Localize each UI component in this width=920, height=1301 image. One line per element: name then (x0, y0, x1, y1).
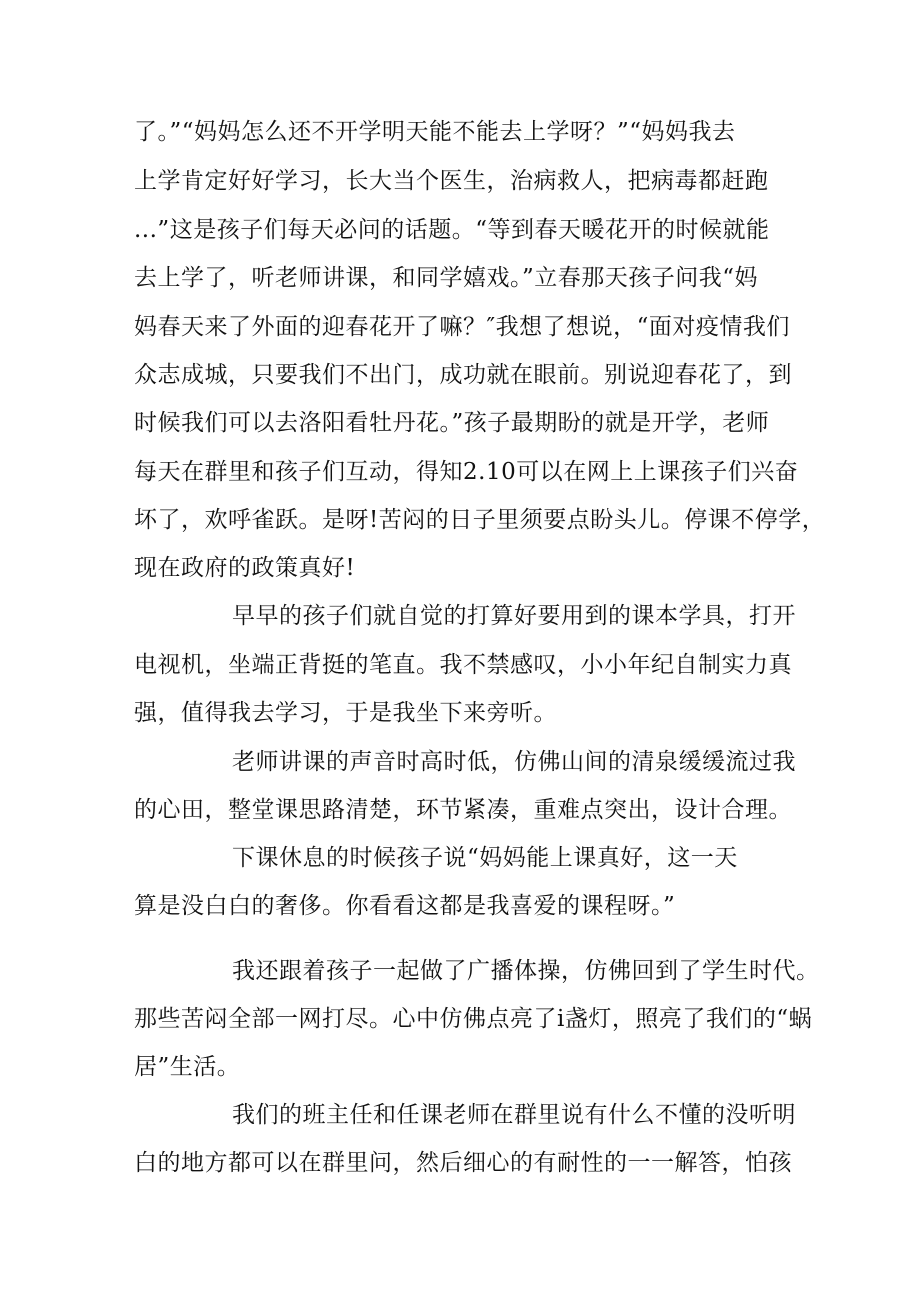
text-line: 众志成城，只要我们不出门，成功就在眼前。别说迎春花了，到 (134, 362, 792, 388)
text-line: 白的地方都可以在群里问，然后细心的有耐性的一一解答，怕孩 (134, 1150, 792, 1176)
paragraph-first-line: 老师讲课的声音时高时低，仿佛山间的清泉缓缓流过我 (232, 749, 796, 775)
paragraph-first-line: 我还跟着孩子一起做了广播体操，仿佛回到了学生时代。 (232, 958, 820, 984)
text-line: 现在政府的政策真好! (134, 555, 356, 581)
text-line: 了。”“妈妈怎么还不开学明天能不能去上学呀？”“妈妈我去 (134, 119, 736, 145)
text-line: 的心田，整堂课思路清楚，环节紧凑，重难点突出，设计合理。 (134, 797, 792, 823)
text-line: 坏了，欢呼雀跃。是呀!苦闷的日子里须要点盼头儿。停课不停学， (134, 507, 826, 533)
text-line: 那些苦闷全部一网打尽。心中仿佛点亮了i盏灯，照亮了我们的“蜗 (134, 1006, 813, 1032)
paragraph-first-line: 下课休息的时候孩子说“妈妈能上课真好，这一天 (232, 845, 738, 871)
text-line: 算是没白白的奢侈。你看看这都是我喜爱的课程呀。” (134, 893, 676, 919)
text-line: 上学肯定好好学习，长大当个医生，治病救人，把病毒都赶跑 (134, 168, 769, 194)
text-line: 强，值得我去学习，于是我坐下来旁听。 (134, 700, 557, 726)
text-line: 妈春天来了外面的迎春花开了嘛？″我想了想说，“面对疫情我们 (134, 314, 790, 340)
text-line: 每天在群里和孩子们互动，得知2.10可以在网上上课孩子们兴奋 (134, 459, 799, 485)
text-line: 居”生活。 (134, 1054, 241, 1080)
paragraph-first-line: 我们的班主任和任课老师在群里说有什么不懂的没听明 (232, 1102, 796, 1128)
text-line: 电视机，坐端正背挺的笔直。我不禁感叹，小小年纪自制实力真 (134, 652, 792, 678)
text-line: 去上学了，听老师讲课，和同学嬉戏。”立春那天孩子问我“妈 (134, 265, 759, 291)
text-line: ...”这是孩子们每天必问的话题。“等到春天暖花开的时候就能 (134, 217, 770, 243)
paragraph-first-line: 早早的孩子们就自觉的打算好要用到的课本学具，打开 (232, 603, 796, 629)
text-line: 时候我们可以去洛阳看牡丹花。”孩子最期盼的就是开学，老师 (134, 410, 770, 436)
